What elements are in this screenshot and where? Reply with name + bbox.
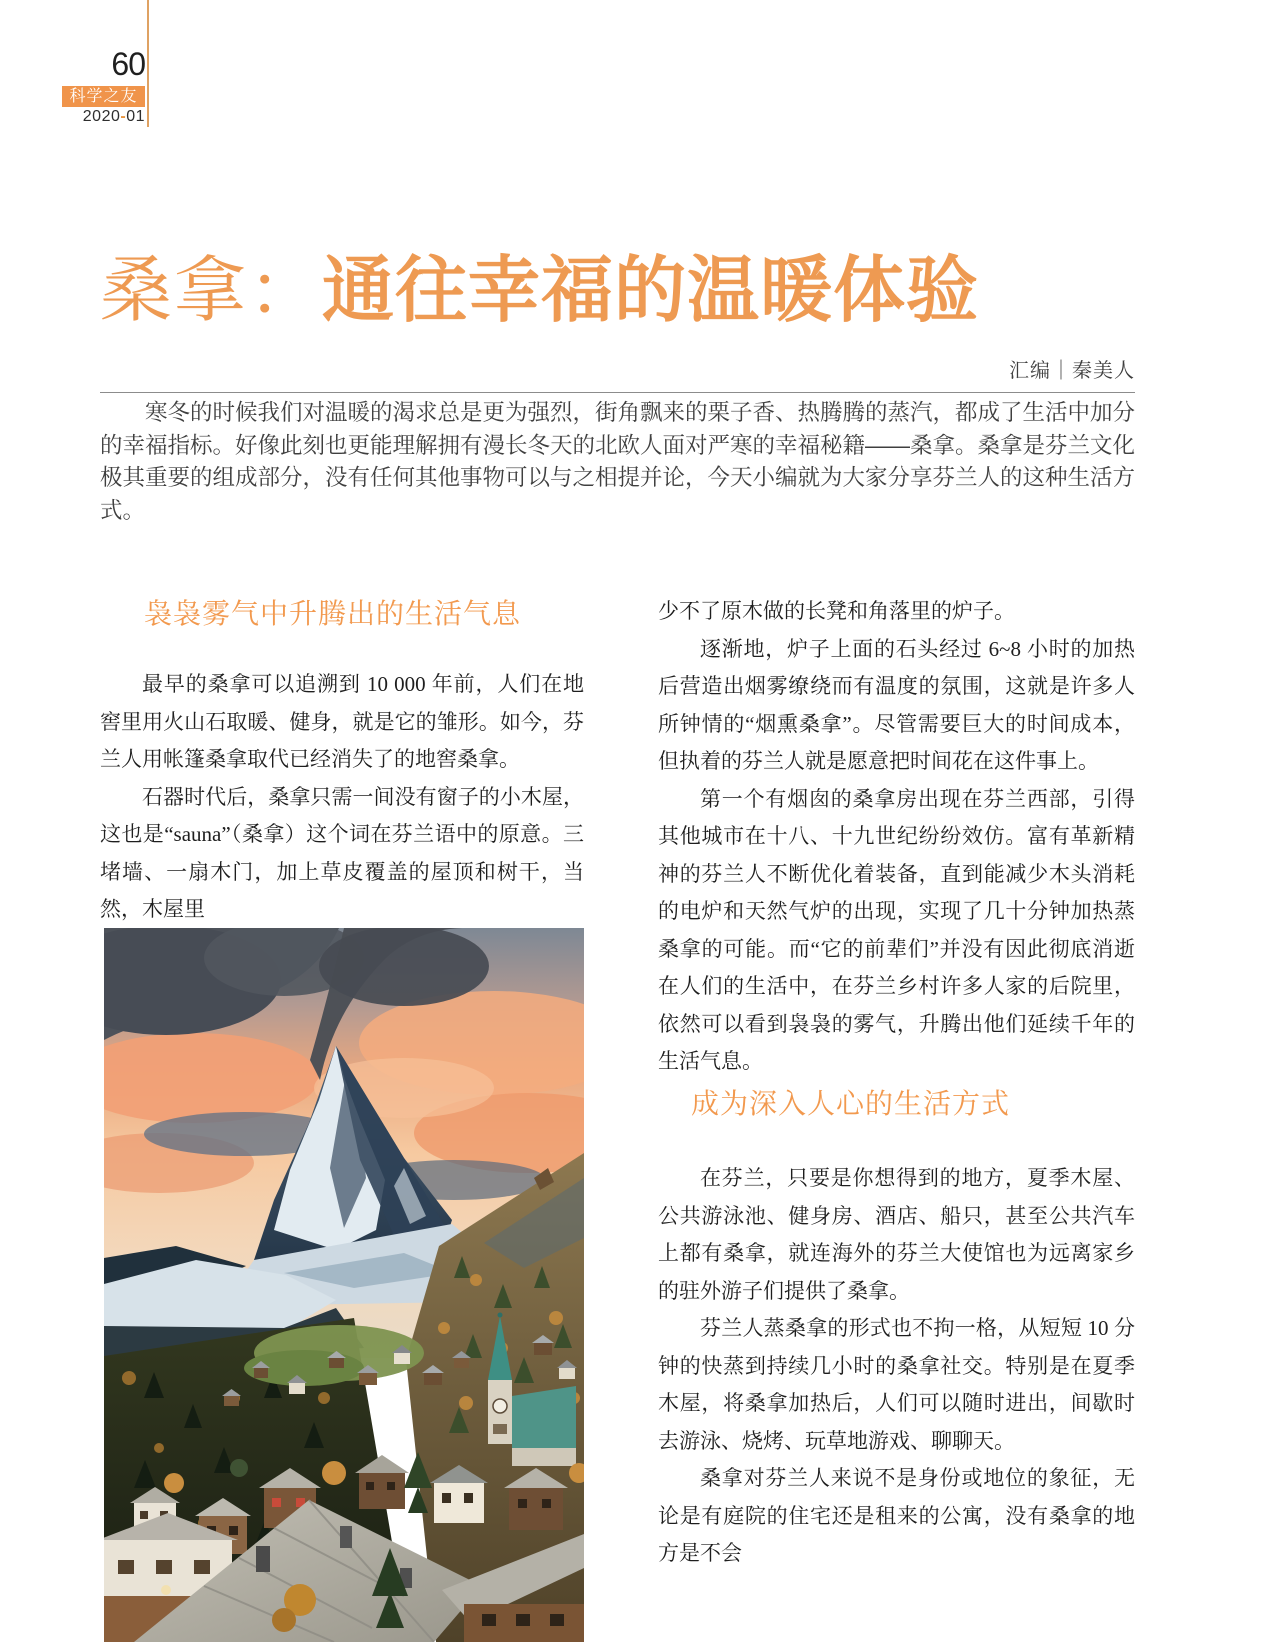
- paragraph: 第一个有烟囱的桑拿房出现在芬兰西部，引得其他城市在十八、十九世纪纷纷效仿。富有革新精神的芬兰人不断优化着装备，直到能减少木头消耗的电炉和天然气炉的出现，实现了几十分钟加热蒸桑拿的可能。而“它的前辈们”并没有因此彻底消逝在人们的生活中，在芬兰乡村许多人家的后院里，依然可以看到袅袅的雾气，升腾出他们延续千年的生活气息。: [658, 786, 1135, 1073]
- left-column-body: [100, 666, 584, 929]
- section-heading-2: 成为深入人心的生活方式: [691, 1088, 1011, 1119]
- article-title-main: 通往幸福的温暖体验: [322, 251, 980, 331]
- issue-separator: -: [120, 108, 127, 125]
- article-title-prefix: 桑拿：: [100, 251, 323, 331]
- paragraph: 逐渐地，炉子上面的石头经过 6~8 小时的加热后营造出烟雾缭绕而有温度的氛围，这就是许多人所钟情的“烟熏桑拿”。尽管需要巨大的时间成本，但执着的芬兰人就是愿意把时间花在这件事上。: [658, 636, 1135, 773]
- magazine-name-badge: 科学之友: [62, 86, 145, 107]
- paragraph: 最早的桑拿可以追溯到 10 000 年前，人们在地窖里用火山石取暖、健身，就是它的雏形。如今，芬兰人用帐篷桑拿取代已经消失了的地窖桑拿。: [100, 672, 584, 771]
- issue-date: [40, 108, 145, 126]
- matterhorn-village-photo-illustration: [104, 928, 584, 1642]
- paragraph: 桑拿对芬兰人来说不是身份或地位的象征，无论是有庭院的住宅还是租来的公寓，没有桑拿的地方是不会: [658, 1466, 1135, 1565]
- page-number: 60: [111, 46, 145, 82]
- article-intro: 寒冬的时候我们对温暖的渴求总是更为强烈，街角飘来的栗子香、热腾腾的蒸汽，都成了生活中加分的幸福指标。好像此刻也更能理解拥有漫长冬天的北欧人面对严寒的幸福秘籍——桑拿。桑拿是芬兰文化极其重要的组成部分，没有任何其他事物可以与之相提并论，今天小编就为大家分享芬兰人的这种生活方式。: [100, 400, 1136, 523]
- article-photo: [104, 928, 584, 1642]
- article-title: [100, 248, 1160, 334]
- divider-rule: [100, 392, 1135, 393]
- issue-year: 2020: [82, 108, 121, 125]
- issue-number: 01: [126, 108, 145, 125]
- byline: 汇编｜秦美人: [1009, 360, 1135, 382]
- paragraph: 芬兰人蒸桑拿的形式也不拘一格，从短短 10 分钟的快蒸到持续几小时的桑拿社交。特别是在夏季木屋，将桑拿加热后，人们可以随时进出，间歇时去游泳、烧烤、玩草地游戏、聊聊天。: [658, 1316, 1135, 1453]
- right-column-body-bottom: [658, 1160, 1135, 1573]
- section-heading-1: 袅袅雾气中升腾出的生活气息: [144, 598, 522, 629]
- paragraph: 少不了原木做的长凳和角落里的炉子。: [658, 599, 1015, 623]
- right-column-body-top: [658, 593, 1135, 1081]
- paragraph: 石器时代后，桑拿只需一间没有窗子的小木屋，这也是“sauna”（桑拿）这个词在芬兰语中的原意。三堵墙、一扇木门，加上草皮覆盖的屋顶和树干，当然，木屋里: [100, 784, 584, 921]
- paragraph: 在芬兰，只要是你想得到的地方，夏季木屋、公共游泳池、健身房、酒店、船只，甚至公共汽车上都有桑拿，就连海外的芬兰大使馆也为远离家乡的驻外游子们提供了桑拿。: [658, 1166, 1135, 1303]
- corner-divider-line: [147, 0, 149, 127]
